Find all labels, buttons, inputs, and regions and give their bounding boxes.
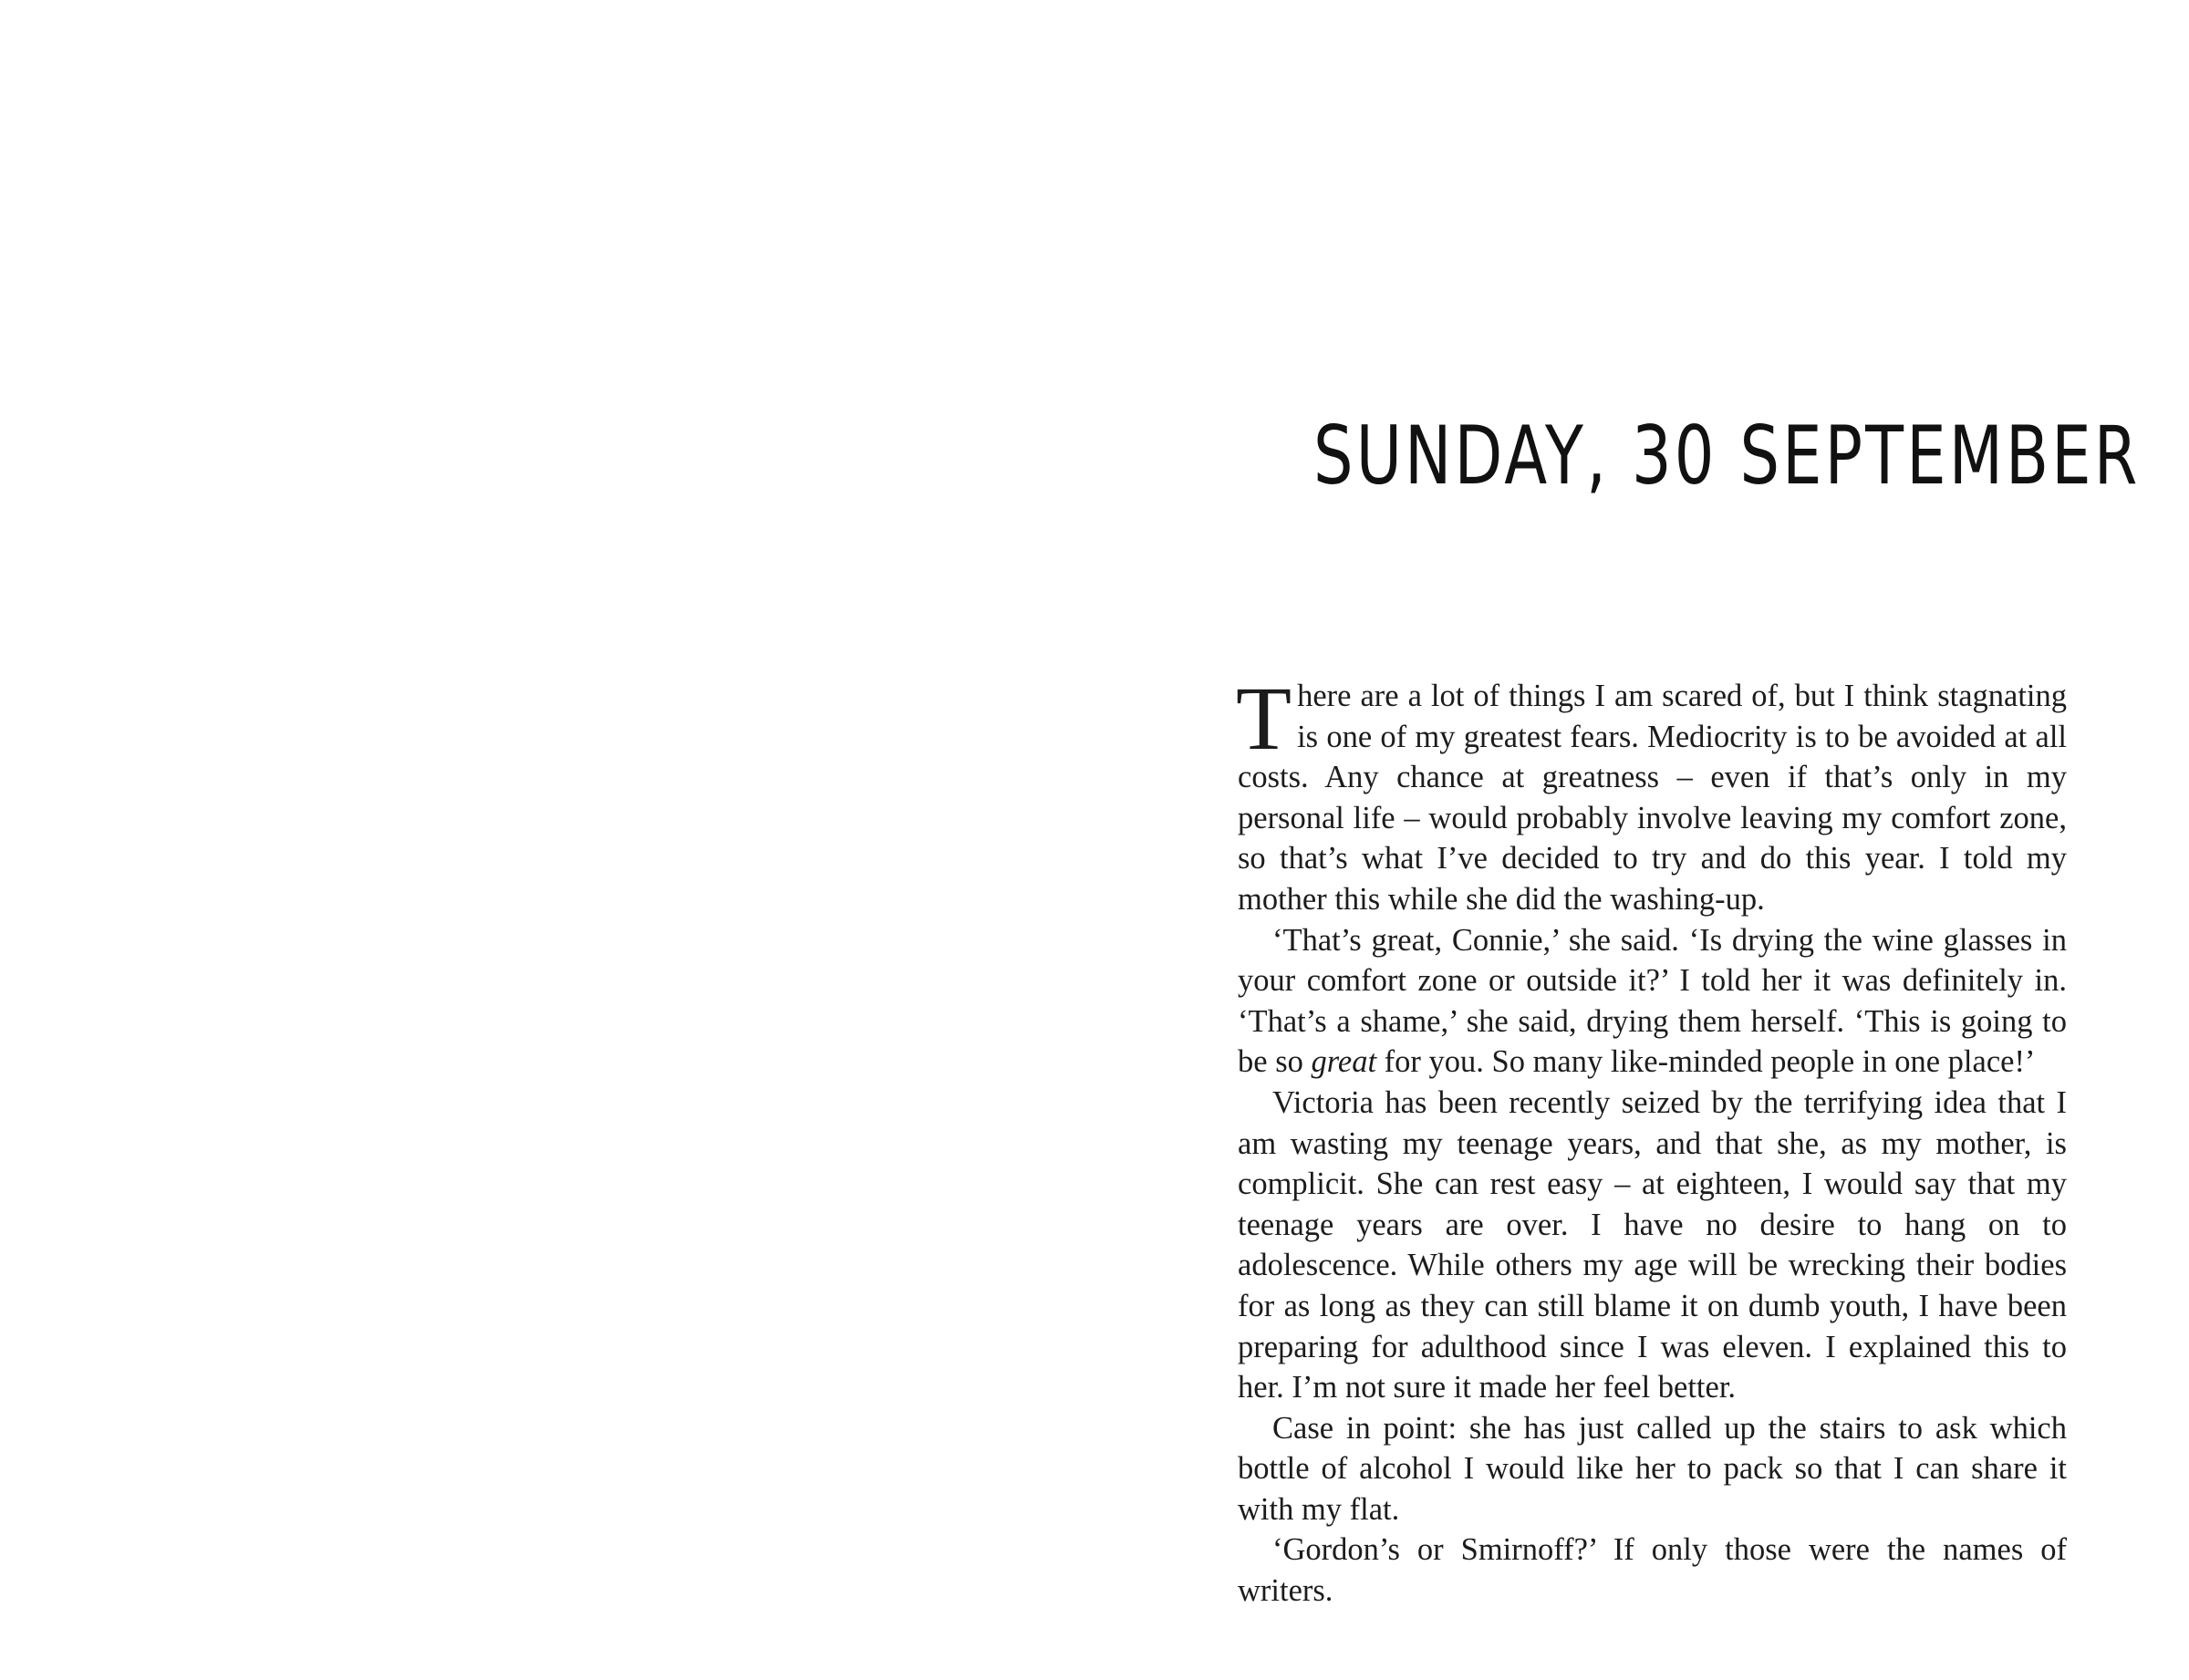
chapter-heading: SUNDAY, 30 SEPTEMBER [1313, 409, 2141, 503]
drop-cap: T [1236, 668, 1292, 769]
body-text [1236, 668, 2067, 1612]
paragraph-2 [1238, 920, 2067, 1083]
paragraph-1-text: here are a lot of things I am scared of, but I think stagnating is one of my greatest fears. Mediocrity is to be avoided at all costs. Any chance at greatness – even if that’s only in my personal life – would probably involve leaving my comfort zone, so that’s what I’ve decided to try and do this year. I told my mother this while she did the washing-up. [1238, 679, 2067, 917]
paragraph-2-text-start: ‘That’s great, Connie,’ she said. ‘Is drying the wine glasses in your comfort zone or outside it?’ I told her it was definitely in. ‘That’s a shame,’ she said, drying them herself. ‘This is going to be so [1238, 922, 2067, 1080]
paragraph-5: ‘Gordon’s or Smirnoff?’ If only those were the names of writers. [1238, 1532, 2067, 1609]
paragraph-3: Victoria has been recently seized by the terrifying idea that I am wasting my teenage years, and that she, as my mother, is complicit. She can rest easy – at eighteen, I would say that my teenage years are over. I have no desire to hang on to adolescence. While others my age will be wrecking their bodies for as long as they can still blame it on dumb youth, I have been preparing for adulthood since I was eleven. I explained this to her. I’m not sure it made her feel better. [1238, 1084, 2067, 1405]
paragraph-4: Case in point: she has just called up the stairs to ask which bottle of alcohol I would like her to pack so that I can share it with my flat. [1238, 1410, 2067, 1527]
paragraph-1 [1236, 668, 2067, 920]
left-page-blank [0, 0, 1094, 1680]
paragraph-2-emphasis: great [1311, 1044, 1377, 1080]
paragraph-2-text-end: for you. So many like-minded people in one place!’ [1376, 1044, 2036, 1080]
